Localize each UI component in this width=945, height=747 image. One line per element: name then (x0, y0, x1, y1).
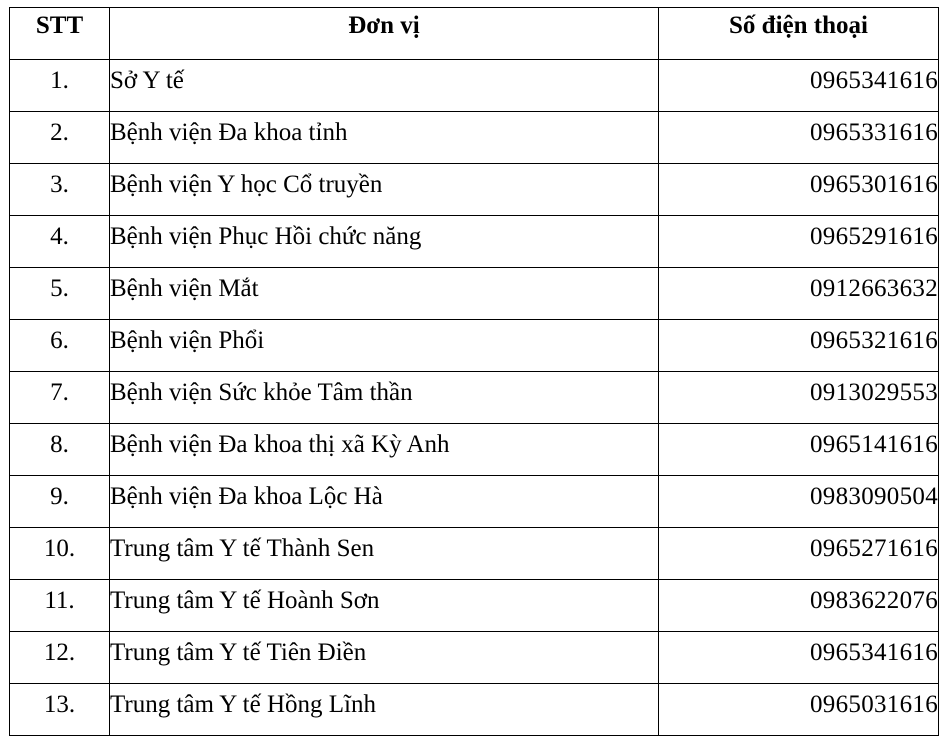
table-row (10, 320, 939, 372)
table-row (10, 476, 939, 528)
table-row (10, 60, 939, 112)
contacts-table (9, 7, 939, 736)
table-row (10, 684, 939, 736)
table-header (10, 8, 939, 60)
row-stt: 1. (10, 60, 110, 112)
row-stt: 2. (10, 112, 110, 164)
row-unit: Bệnh viện Sức khỏe Tâm thần (110, 372, 659, 424)
row-phone: 0965301616 (659, 164, 939, 216)
row-phone: 0965341616 (659, 632, 939, 684)
row-unit: Trung tâm Y tế Tiên Điền (110, 632, 659, 684)
row-unit: Bệnh viện Phục Hồi chức năng (110, 216, 659, 268)
table-row (10, 268, 939, 320)
row-phone: 0965031616 (659, 684, 939, 736)
row-stt: 12. (10, 632, 110, 684)
row-unit: Trung tâm Y tế Hoành Sơn (110, 580, 659, 632)
row-phone: 0965331616 (659, 112, 939, 164)
row-unit: Bệnh viện Y học Cổ truyền (110, 164, 659, 216)
row-phone: 0965341616 (659, 60, 939, 112)
row-phone: 0983090504 (659, 476, 939, 528)
table-row (10, 372, 939, 424)
row-unit: Bệnh viện Phổi (110, 320, 659, 372)
table-row (10, 580, 939, 632)
row-stt: 10. (10, 528, 110, 580)
row-unit: Trung tâm Y tế Thành Sen (110, 528, 659, 580)
row-unit: Trung tâm Y tế Hồng Lĩnh (110, 684, 659, 736)
row-stt: 7. (10, 372, 110, 424)
header-unit: Đơn vị (110, 8, 659, 60)
row-phone: 0965141616 (659, 424, 939, 476)
row-stt: 6. (10, 320, 110, 372)
header-stt: STT (10, 8, 110, 60)
row-unit: Sở Y tế (110, 60, 659, 112)
header-phone: Số điện thoại (659, 8, 939, 60)
row-unit: Bệnh viện Đa khoa Lộc Hà (110, 476, 659, 528)
row-phone: 0913029553 (659, 372, 939, 424)
row-phone: 0965291616 (659, 216, 939, 268)
table-row (10, 528, 939, 580)
row-stt: 13. (10, 684, 110, 736)
row-phone: 0983622076 (659, 580, 939, 632)
row-phone: 0965321616 (659, 320, 939, 372)
table-row (10, 632, 939, 684)
row-unit: Bệnh viện Mắt (110, 268, 659, 320)
row-stt: 4. (10, 216, 110, 268)
table-row (10, 424, 939, 476)
table-row (10, 164, 939, 216)
table-row (10, 216, 939, 268)
row-unit: Bệnh viện Đa khoa tỉnh (110, 112, 659, 164)
row-stt: 9. (10, 476, 110, 528)
table-row (10, 112, 939, 164)
table-body (10, 60, 939, 736)
row-stt: 11. (10, 580, 110, 632)
row-phone: 0912663632 (659, 268, 939, 320)
row-stt: 8. (10, 424, 110, 476)
header-row (10, 8, 939, 60)
row-unit: Bệnh viện Đa khoa thị xã Kỳ Anh (110, 424, 659, 476)
row-phone: 0965271616 (659, 528, 939, 580)
row-stt: 3. (10, 164, 110, 216)
row-stt: 5. (10, 268, 110, 320)
